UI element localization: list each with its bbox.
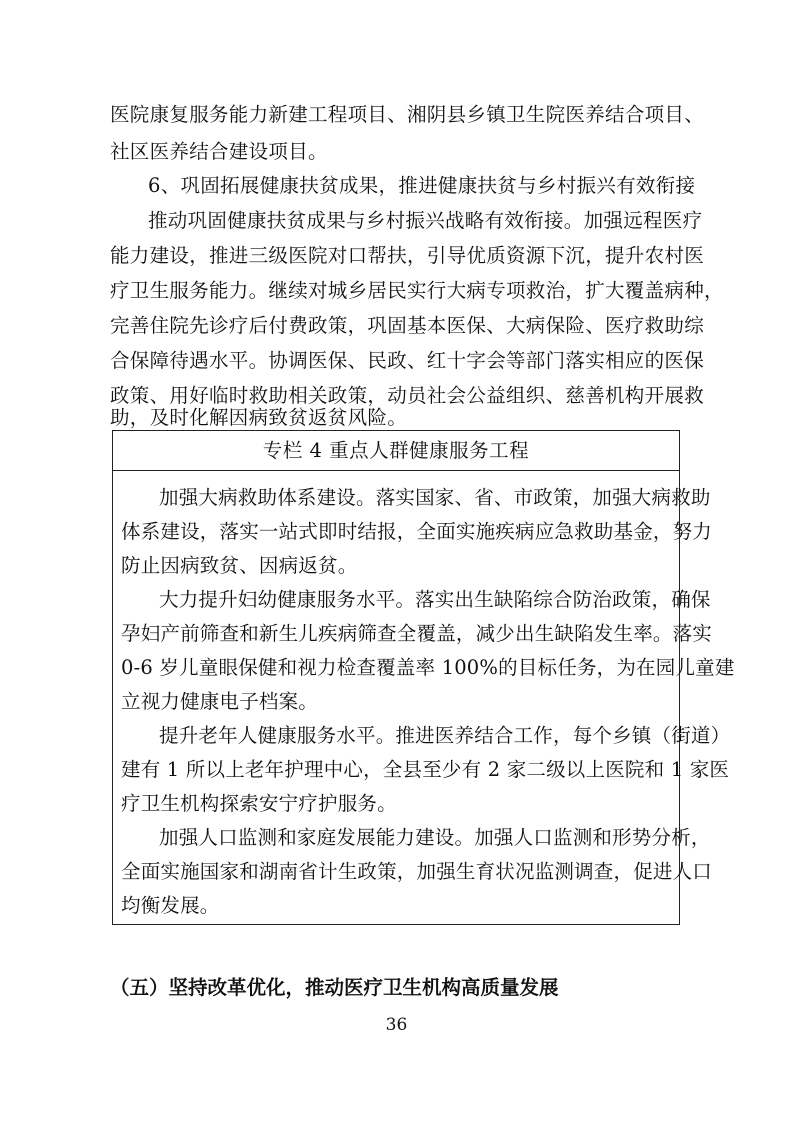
box-line: 孕妇产前筛查和新生儿疾病筛查全覆盖，减少出生缺陷发生率。落实	[121, 622, 713, 645]
box-line: 立视力健康电子档案。	[121, 690, 319, 713]
paragraph-line: 推动巩固健康扶贫成果与乡村振兴战略有效衔接。加强远程医疗	[148, 209, 703, 232]
box-line: 全面实施国家和湖南省计生政策，加强生育状况监测调查，促进人口	[121, 860, 713, 883]
box-line: 0-6 岁儿童眼保健和视力检查覆盖率 100%的目标任务，为在园儿童建	[121, 656, 735, 679]
feature-box-title: 专栏 4 重点人群健康服务工程	[262, 439, 530, 462]
paragraph-line: 社区医养结合建设项目。	[110, 140, 328, 163]
paragraph-line: 政策、用好临时救助相关政策，动员社会公益组织、慈善机构开展救	[110, 384, 705, 407]
box-line: 提升老年人健康服务水平。推进医养结合工作，每个乡镇（街道）	[159, 724, 731, 747]
paragraph-line: 医院康复服务能力新建工程项目、湘阴县乡镇卫生院医养结合项目、	[110, 103, 705, 126]
paragraph-line: 合保障待遇水平。协调医保、民政、红十字会等部门落实相应的医保	[110, 349, 705, 372]
feature-box-header	[113, 431, 679, 471]
section-heading: （五）坚持改革优化，推动医疗卫生机构高质量发展	[110, 976, 559, 999]
feature-box	[112, 430, 735, 925]
box-line: 加强人口监测和家庭发展能力建设。加强人口监测和形势分析，	[159, 826, 711, 849]
paragraph-line: 完善住院先诊疗后付费政策，巩固基本医保、大病保险、医疗救助综	[110, 314, 705, 337]
box-line: 体系建设，落实一站式即时结报，全面实施疾病应急救助基金，努力	[121, 520, 713, 543]
box-line: 防止因病致贫、因病返贫。	[121, 554, 358, 577]
box-line: 疗卫生机构探索安宁疗护服务。	[121, 792, 397, 815]
page-number: 36	[385, 1015, 408, 1035]
box-line: 加强大病救助体系建设。落实国家、省、市政策，加强大病救助	[159, 486, 711, 509]
box-line: 建有 1 所以上老年护理中心，全县至少有 2 家二级以上医院和 1 家医	[121, 758, 730, 781]
subsection-heading: 6、巩固拓展健康扶贫成果，推进健康扶贫与乡村振兴有效衔接	[148, 174, 696, 197]
paragraph-line: 能力建设，推进三级医院对口帮扶，引导优质资源下沉，提升农村医	[110, 244, 705, 267]
paragraph-line: 助，及时化解因病致贫返贫风险。	[110, 406, 408, 429]
box-line: 大力提升妇幼健康服务水平。落实出生缺陷综合防治政策，确保	[159, 588, 711, 611]
box-line: 均衡发展。	[121, 894, 220, 917]
paragraph-line: 疗卫生服务能力。继续对城乡居民实行大病专项救治，扩大覆盖病种，	[110, 279, 724, 302]
